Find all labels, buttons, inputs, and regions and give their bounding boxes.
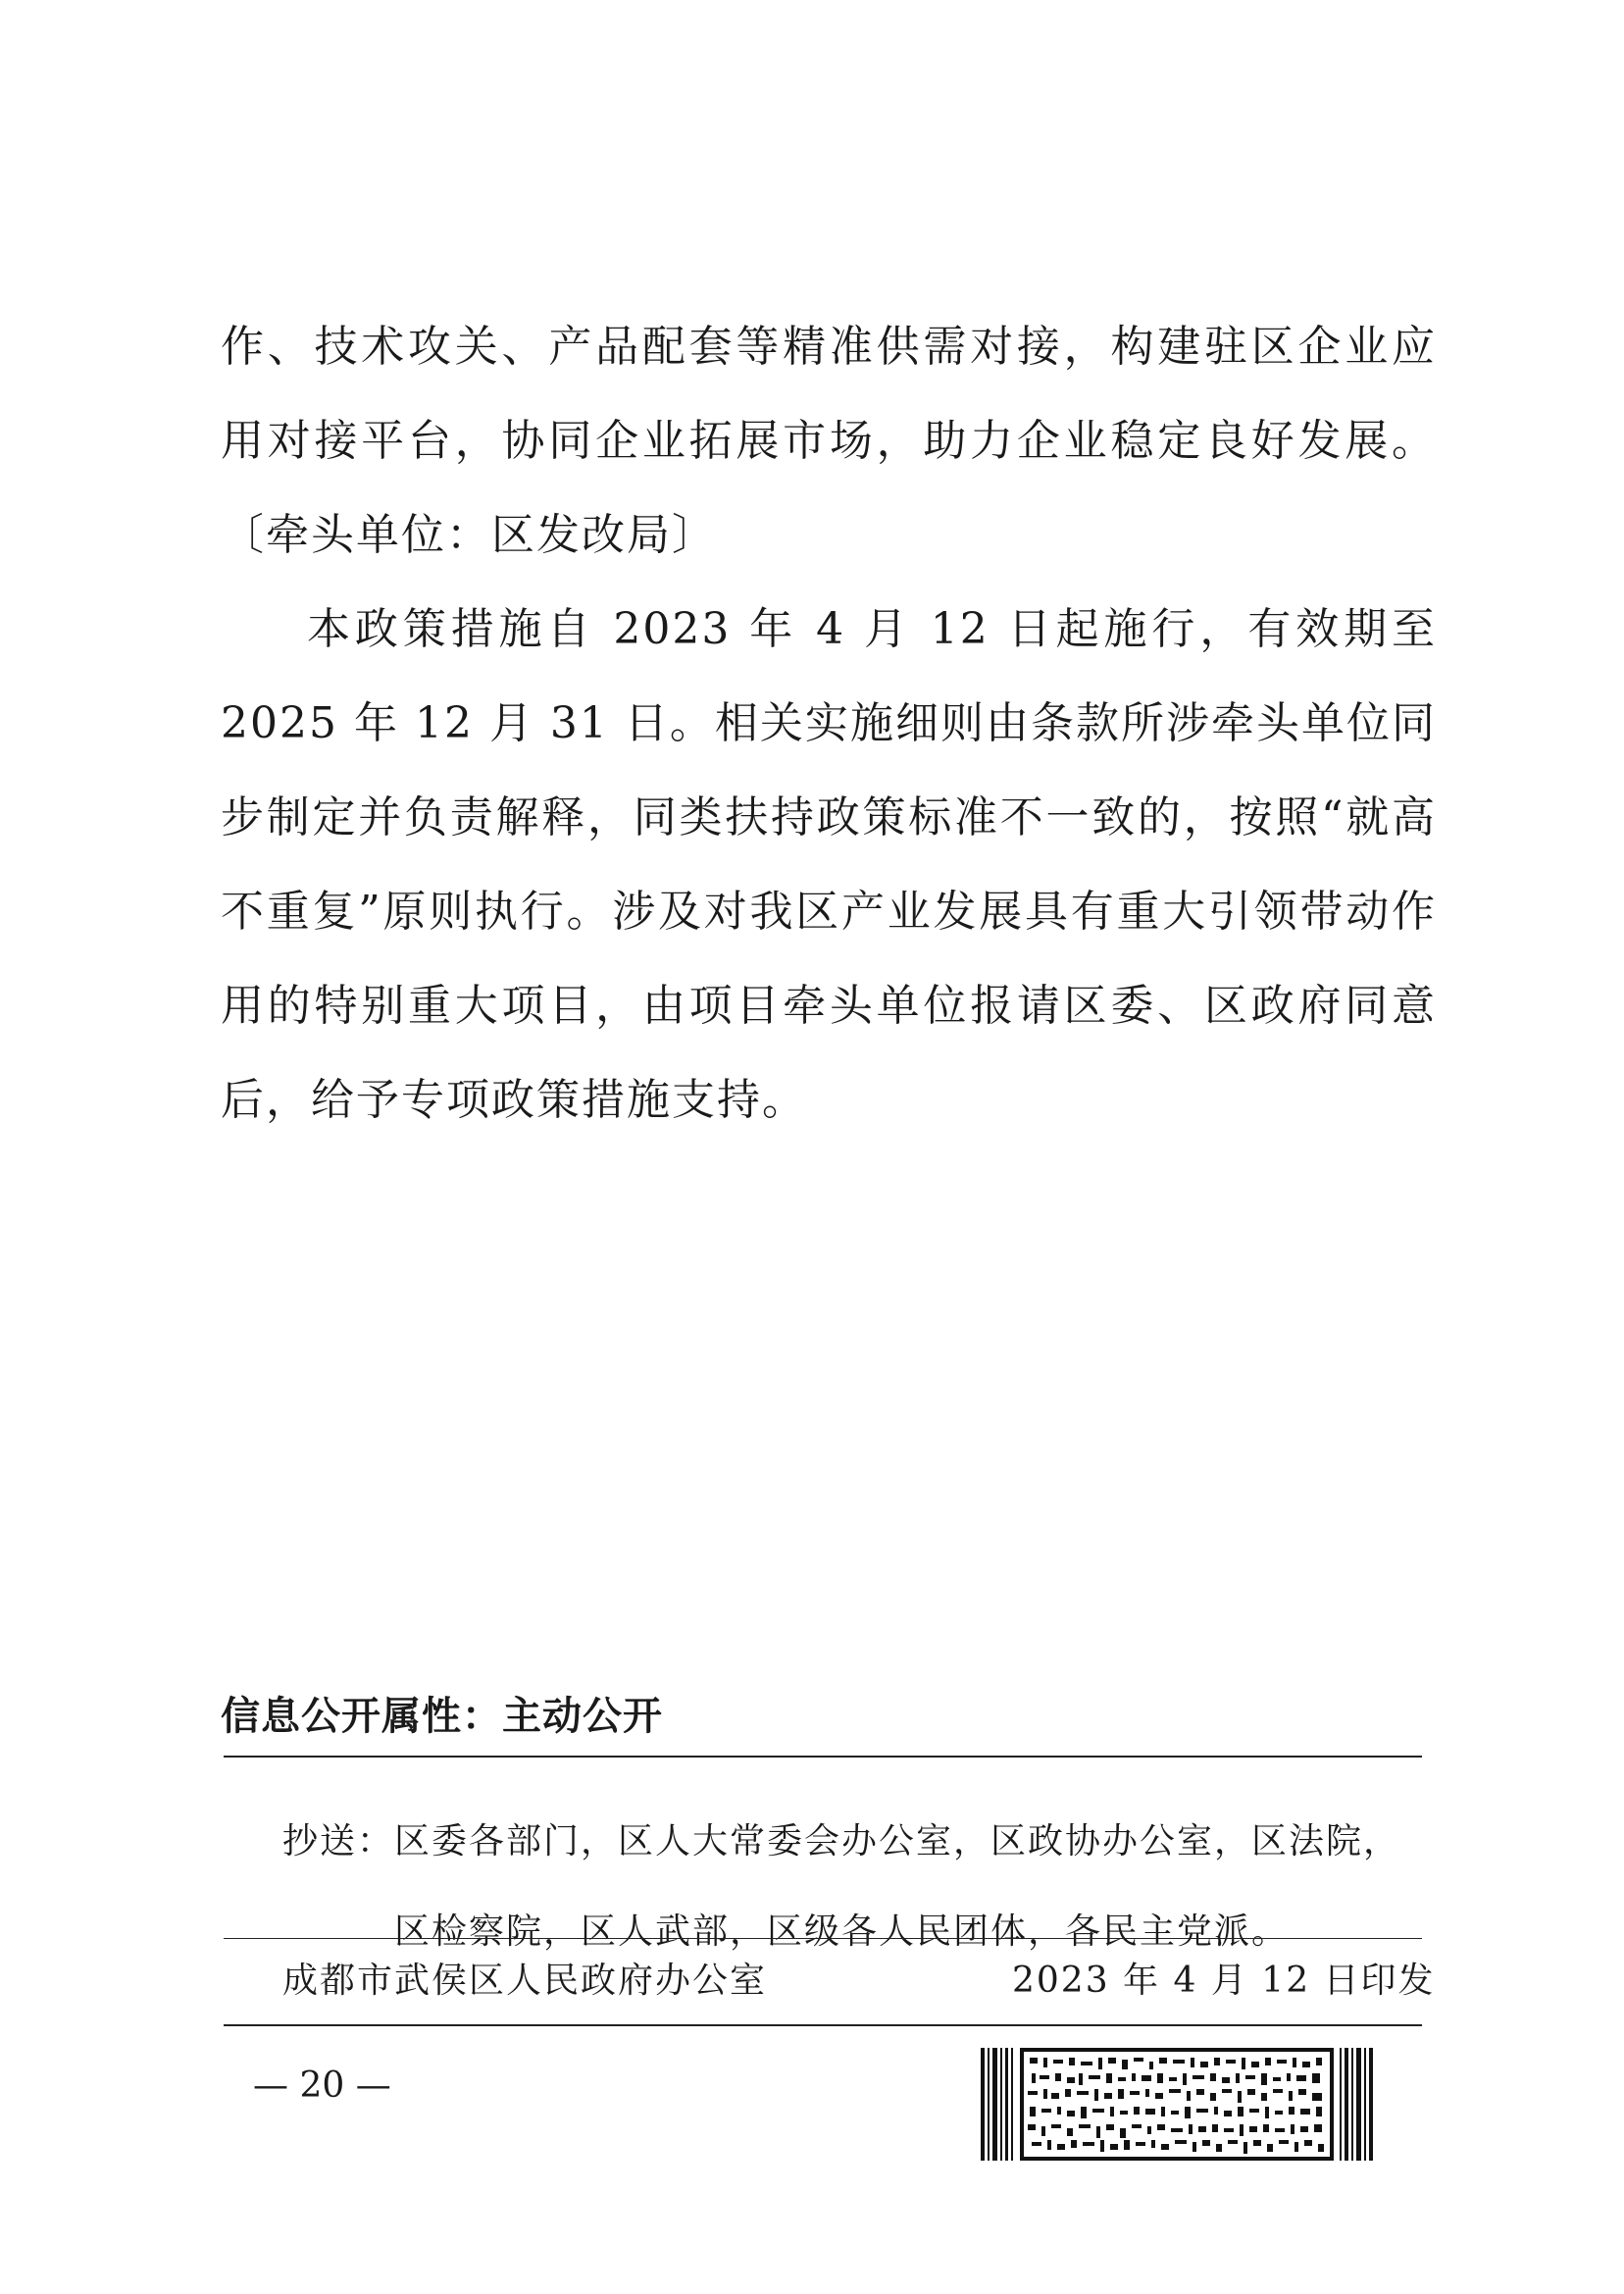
implementation-paragraph: 本政策措施自 2023 年 4 月 12 日起施行，有效期至 2025 年 12 月 31 日。相关实施细则由条款所涉牵头单位同步制定并负责解释，同类扶持政策标准不一致的，按照“就高不重复”原则执行。涉及对我区产业发展具有重大引领带动作用的特别重大项目，由项目牵头单位报请区委、区政府同意后，给予专项政策措施支持。 xyxy=(221,604,1437,1125)
document-body xyxy=(221,300,1437,1147)
footer-top-rule xyxy=(224,1756,1422,1758)
issue-date: 2023 年 4 月 12 日印发 xyxy=(1012,1961,1436,2001)
issuing-office: 成都市武侯区人民政府办公室 xyxy=(282,1961,768,2001)
document-barcode-icon xyxy=(981,2048,1373,2161)
cc-list xyxy=(282,1797,1420,1977)
cc-line-2: 区检察院，区人武部，区级各人民团体，各民主党派。 xyxy=(394,1912,1290,1952)
page-number: — 20 — xyxy=(253,2065,391,2106)
cc-bottom-rule xyxy=(224,1938,1422,1939)
continued-paragraph: 作、技术攻关、产品配套等精准供需对接，构建驻区企业应用对接平台，协同企业拓展市场，助力企业稳定良好发展。〔牵头单位：区发改局〕 xyxy=(221,322,1437,560)
cc-line-1: 抄送：区委各部门，区人大常委会办公室，区政协办公室，区法院， xyxy=(282,1821,1401,1861)
disclosure-attribute: 信息公开属性：主动公开 xyxy=(221,1694,663,1739)
footer-bottom-rule xyxy=(224,2024,1422,2026)
